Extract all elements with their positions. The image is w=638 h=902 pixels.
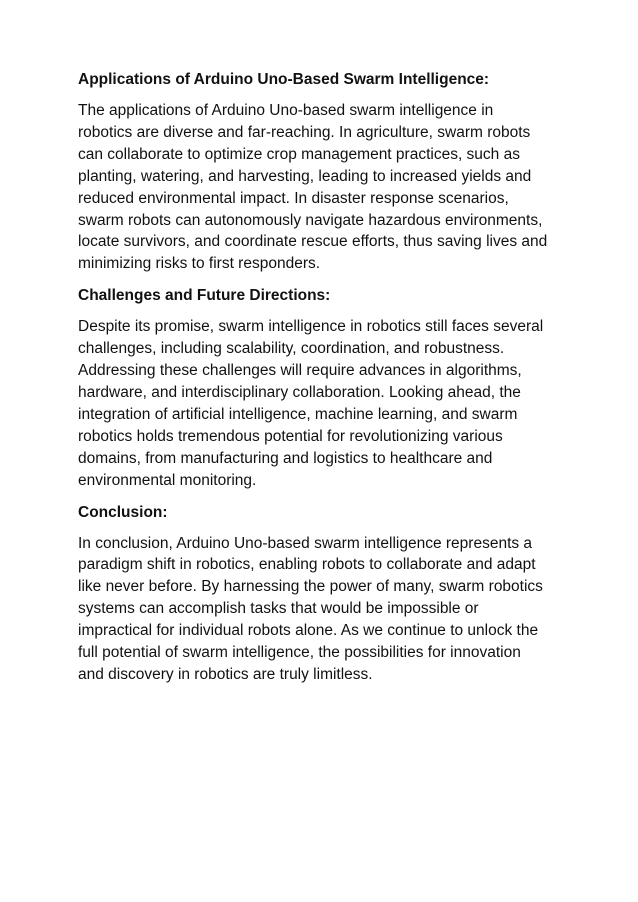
document-page: [78, 69, 568, 696]
paragraph-line: systems can accomplish tasks that would be impossible or: [78, 600, 479, 618]
section-applications: [78, 69, 568, 275]
paragraph-line: impractical for individual robots alone. As we continue to unlock the: [78, 622, 539, 640]
paragraph-line: Addressing these challenges will require advances in algorithms,: [78, 362, 522, 380]
paragraph-line: planting, watering, and harvesting, leading to increased yields and: [78, 167, 532, 185]
section-paragraph: [78, 316, 568, 491]
paragraph-line: and discovery in robotics are truly limitless.: [78, 665, 373, 683]
section-paragraph: [78, 100, 568, 275]
paragraph-line: The applications of Arduino Uno-based swarm intelligence in: [78, 102, 494, 119]
paragraph-line: can collaborate to optimize crop management practices, such as: [78, 145, 520, 163]
section-heading: Applications of Arduino Uno-Based Swarm Intelligence:: [78, 71, 490, 88]
paragraph-line: reduced environmental impact. In disaster response scenarios,: [78, 189, 509, 207]
paragraph-line: robotics holds tremendous potential for revolutionizing various: [78, 427, 503, 445]
paragraph-line: domains, from manufacturing and logistics to healthcare and: [78, 449, 493, 467]
paragraph-line: environmental monitoring.: [78, 471, 257, 489]
section-heading: Challenges and Future Directions:: [78, 287, 331, 305]
paragraph-line: In conclusion, Arduino Uno-based swarm intelligence represents a: [78, 534, 533, 552]
paragraph-line: full potential of swarm intelligence, the possibilities for innovation: [78, 644, 521, 662]
paragraph-line: paradigm shift in robotics, enabling robots to collaborate and adapt: [78, 556, 536, 574]
paragraph-line: locate survivors, and coordinate rescue efforts, thus saving lives and: [78, 233, 548, 251]
section-paragraph: [78, 533, 568, 686]
section-conclusion: [78, 502, 568, 686]
paragraph-line: challenges, including scalability, coordination, and robustness.: [78, 340, 505, 358]
section-heading: Conclusion:: [78, 503, 168, 521]
paragraph-line: Despite its promise, swarm intelligence in robotics still faces several: [78, 318, 544, 336]
paragraph-line: integration of artificial intelligence, machine learning, and swarm: [78, 405, 518, 423]
paragraph-line: minimizing risks to first responders.: [78, 255, 321, 273]
paragraph-line: like never before. By harnessing the power of many, swarm robotics: [78, 578, 543, 596]
paragraph-line: robotics are diverse and far-reaching. In agriculture, swarm robots: [78, 123, 531, 141]
paragraph-line: hardware, and interdisciplinary collaboration. Looking ahead, the: [78, 383, 521, 401]
paragraph-line: swarm robots can autonomously navigate hazardous environments,: [78, 211, 543, 229]
section-challenges: [78, 285, 568, 491]
